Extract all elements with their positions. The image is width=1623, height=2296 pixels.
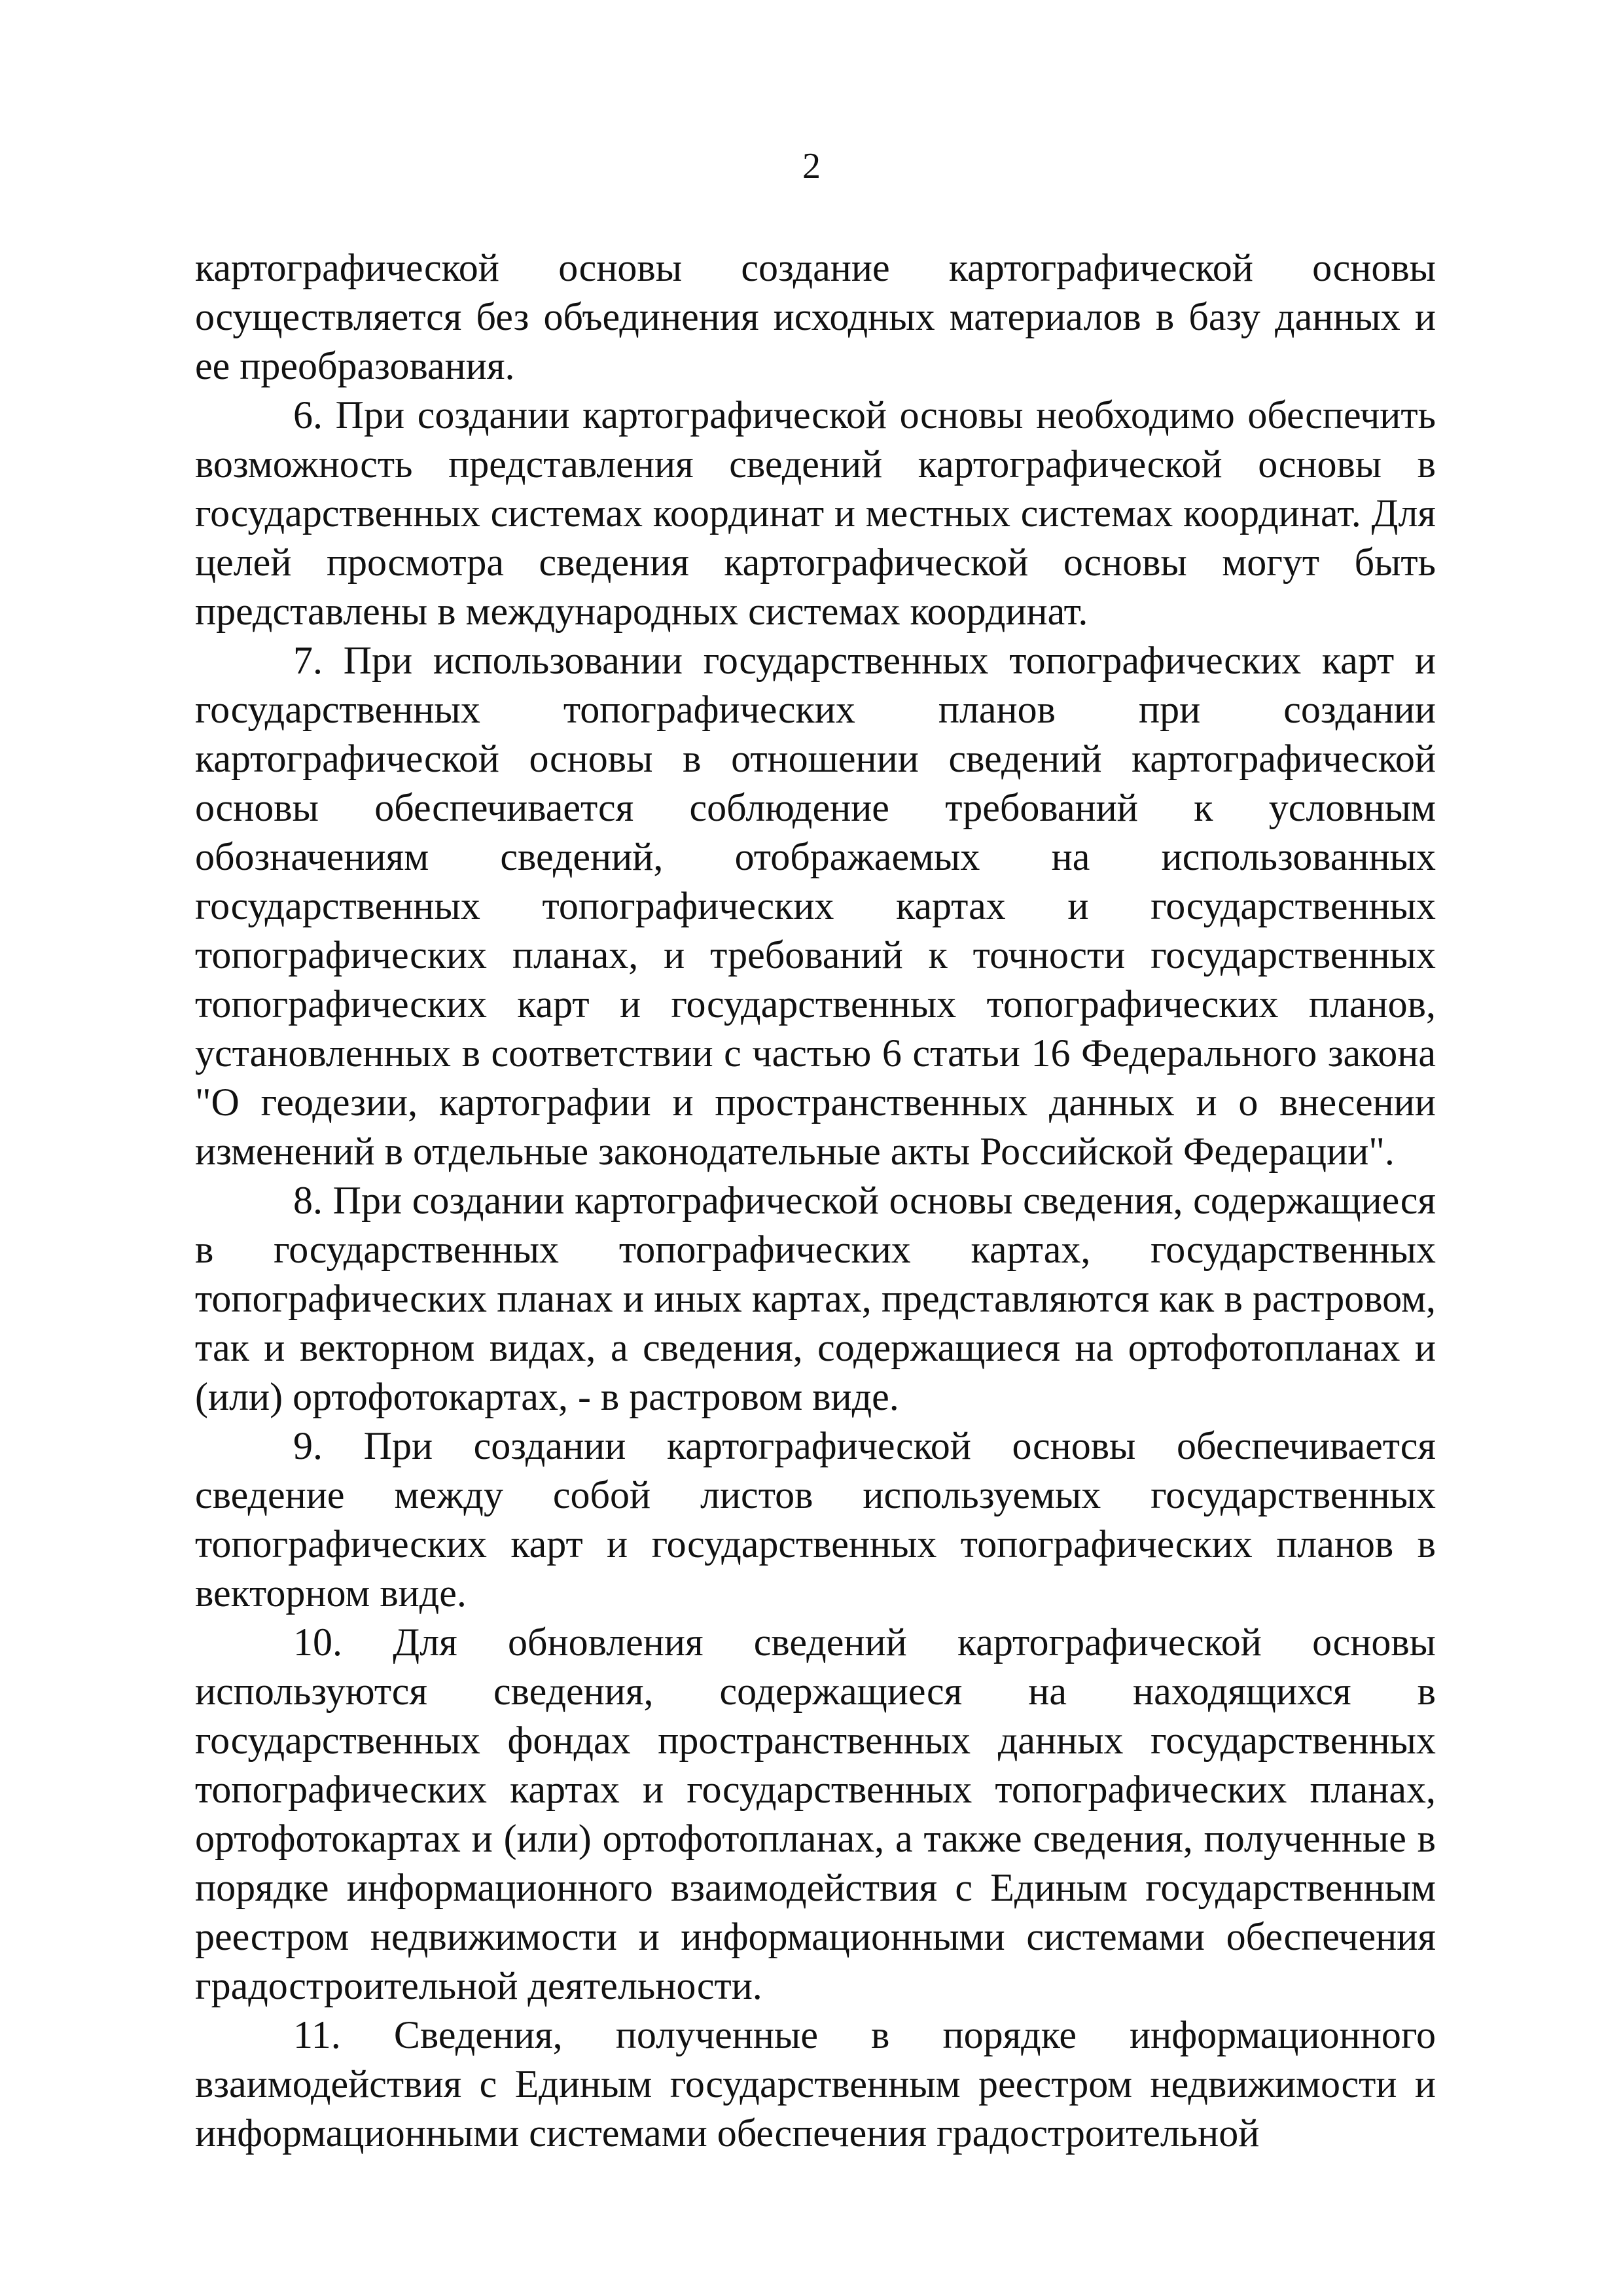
paragraph-10: 10. Для обновления сведений картографической основы используются сведения, содержащиеся на находящихся в государственных фондах пространственных данных государственных топографических картах и государственных топографических планах, ортофотокартах и (или) ортофотопланах, а также сведения, полученные в порядке информационного взаимодействия с Единым государственным реестром недвижимости и информационными системами обеспечения градостроительной деятельности.: [195, 1621, 1436, 2007]
page-number: 2: [802, 146, 821, 187]
paragraph-9: 9. При создании картографической основы обеспечивается сведение между собой листов используемых государственных топографических карт и государственных топографических планов в векторном виде.: [195, 1424, 1436, 1615]
paragraph-11: 11. Сведения, полученные в порядке информационного взаимодействия с Единым государственным реестром недвижимости и информационными системами обеспечения градостроительной: [195, 2013, 1436, 2155]
document-body: [195, 243, 1436, 2158]
paragraph-5-continued: картографической основы создание картографической основы осуществляется без объединения исходных материалов в базу данных и ее преобразования.: [195, 246, 1436, 387]
paragraph-6: 6. При создании картографической основы необходимо обеспечить возможность представления сведений картографической основы в государственных системах координат и местных системах координат. Для целей просмотра сведения картографической основы могут быть представлены в международных системах координат.: [195, 393, 1436, 633]
paragraph-8: 8. При создании картографической основы сведения, содержащиеся в государственных топографических картах, государственных топографических планах и иных картах, представляются как в растровом, так и векторном видах, а сведения, содержащиеся на ортофотопланах и (или) ортофотокартах, - в растровом виде.: [195, 1179, 1436, 1418]
paragraph-7: 7. При использовании государственных топографических карт и государственных топографических планов при создании картографической основы в отношении сведений картографической основы обеспечивается соблюдение требований к условным обозначениям сведений, отображаемых на использованных государственных топографических картах и государственных топографических планах, и требований к точности государственных топографических карт и государственных топографических планов, установленных в соответствии с частью 6 статьи 16 Федерального закона "О геодезии, картографии и пространственных данных и о внесении изменений в отдельные законодательные акты Российской Федерации".: [195, 639, 1436, 1173]
